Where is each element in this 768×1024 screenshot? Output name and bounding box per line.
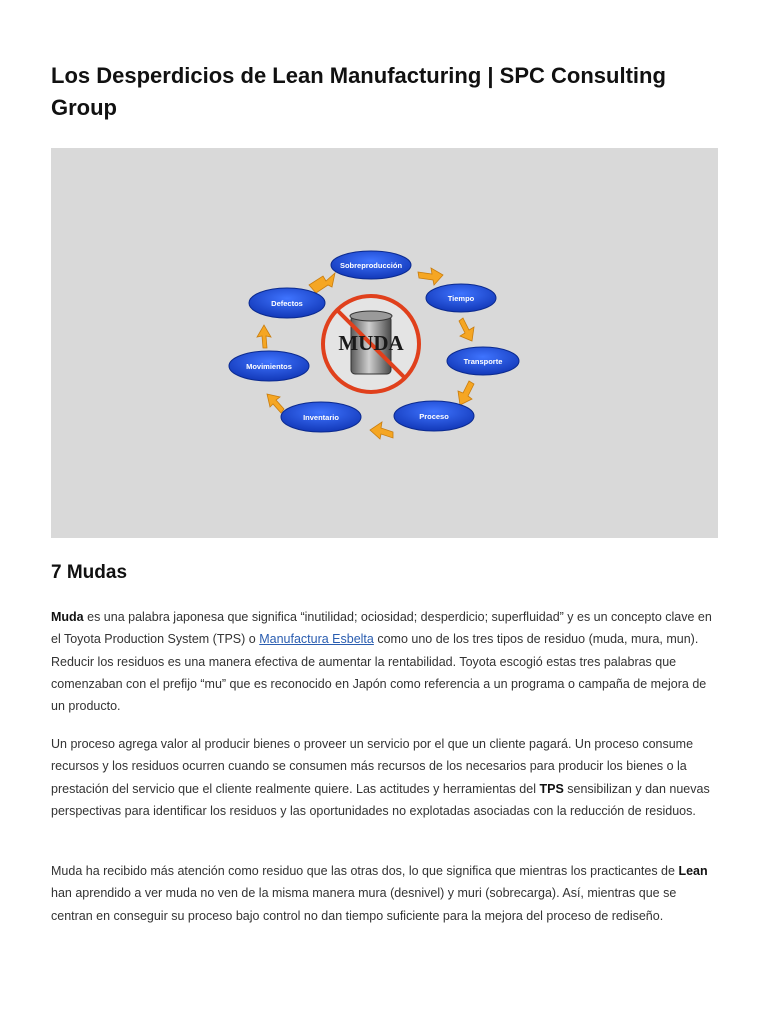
node-inventario bbox=[281, 402, 361, 432]
node-movimientos bbox=[229, 351, 309, 381]
cycle-arrow bbox=[458, 381, 474, 405]
paragraph-text: es una palabra japonesa que significa “inutilidad; ociosidad; desperdicio; superfluidad” y es un concepto clave en el Toyota Production System (TPS) o bbox=[51, 610, 712, 647]
bold-term: Muda bbox=[51, 610, 84, 624]
cycle-arrow bbox=[370, 422, 393, 439]
node-label: Inventario bbox=[303, 413, 339, 422]
node-label: Defectos bbox=[271, 299, 303, 308]
muda-diagram bbox=[51, 148, 718, 538]
paragraph-text: han aprendido a ver muda no ven de la misma manera mura (desnivel) y muri (sobrecarga). Así, mientras que se centran en conseguir su proceso bajo control no dan tiempo suficiente para la mejora del proceso de rediseño. bbox=[51, 886, 677, 923]
node-sobreproduccion bbox=[331, 251, 411, 279]
muda-diagram-image bbox=[51, 148, 718, 538]
node-label: Proceso bbox=[419, 412, 449, 421]
paragraph-text: Un proceso agrega valor al producir bienes o proveer un servicio por el que un cliente pagará. Un proceso consume recursos y los residuos ocurren cuando se consumen más recursos de los necesarios para producir los bienes o la prestación del servicio que el cliente realmente quiere. Las actitudes y herramientas del bbox=[51, 737, 694, 796]
node-defectos bbox=[249, 288, 325, 318]
cycle-arrow bbox=[309, 273, 335, 293]
node-proceso bbox=[394, 401, 474, 431]
muda-center-label: MUDA bbox=[338, 331, 404, 355]
node-transporte bbox=[447, 347, 519, 375]
paragraph-text: como uno de los tres tipos de residuo (muda, mura, mun). Reducir los residuos es una manera efectiva de aumentar la rentabilidad. Toyota escogió estas tres palabras que comenzaban con el prefijo “mu” que es reconocido en Japón como referencia a un programa o campaña de mejora de un producto. bbox=[51, 632, 707, 714]
node-label: Tiempo bbox=[447, 294, 475, 303]
paragraph bbox=[51, 733, 718, 822]
cycle-arrow bbox=[267, 394, 284, 413]
muda-center bbox=[323, 296, 419, 392]
paragraph bbox=[51, 860, 718, 927]
bold-term: TPS bbox=[539, 781, 564, 796]
node-label: Transporte bbox=[463, 357, 503, 366]
paragraph bbox=[51, 606, 718, 717]
section-heading: 7 Mudas bbox=[51, 562, 128, 583]
node-label: Sobreproducción bbox=[339, 261, 403, 270]
node-tiempo bbox=[426, 284, 496, 312]
bold-term: Lean bbox=[678, 864, 708, 878]
cycle-arrow bbox=[257, 325, 271, 348]
cycle-arrow bbox=[459, 318, 474, 341]
paragraph-text: Muda ha recibido más atención como residuo que las otras dos, lo que significa que mientras los practicantes de bbox=[51, 864, 679, 878]
page-title: Los Desperdicios de Lean Manufacturing | SPC Consulting Group bbox=[51, 63, 666, 120]
node-label: Movimientos bbox=[246, 362, 292, 371]
paragraph-text: sensibilizan y dan nuevas perspectivas para identificar los residuos y las oportunidades no explotadas asociadas con la reducción de residuos. bbox=[51, 781, 710, 818]
cycle-arrow bbox=[418, 268, 443, 285]
manufactura-esbelta-link[interactable]: Manufactura Esbelta bbox=[259, 632, 374, 647]
